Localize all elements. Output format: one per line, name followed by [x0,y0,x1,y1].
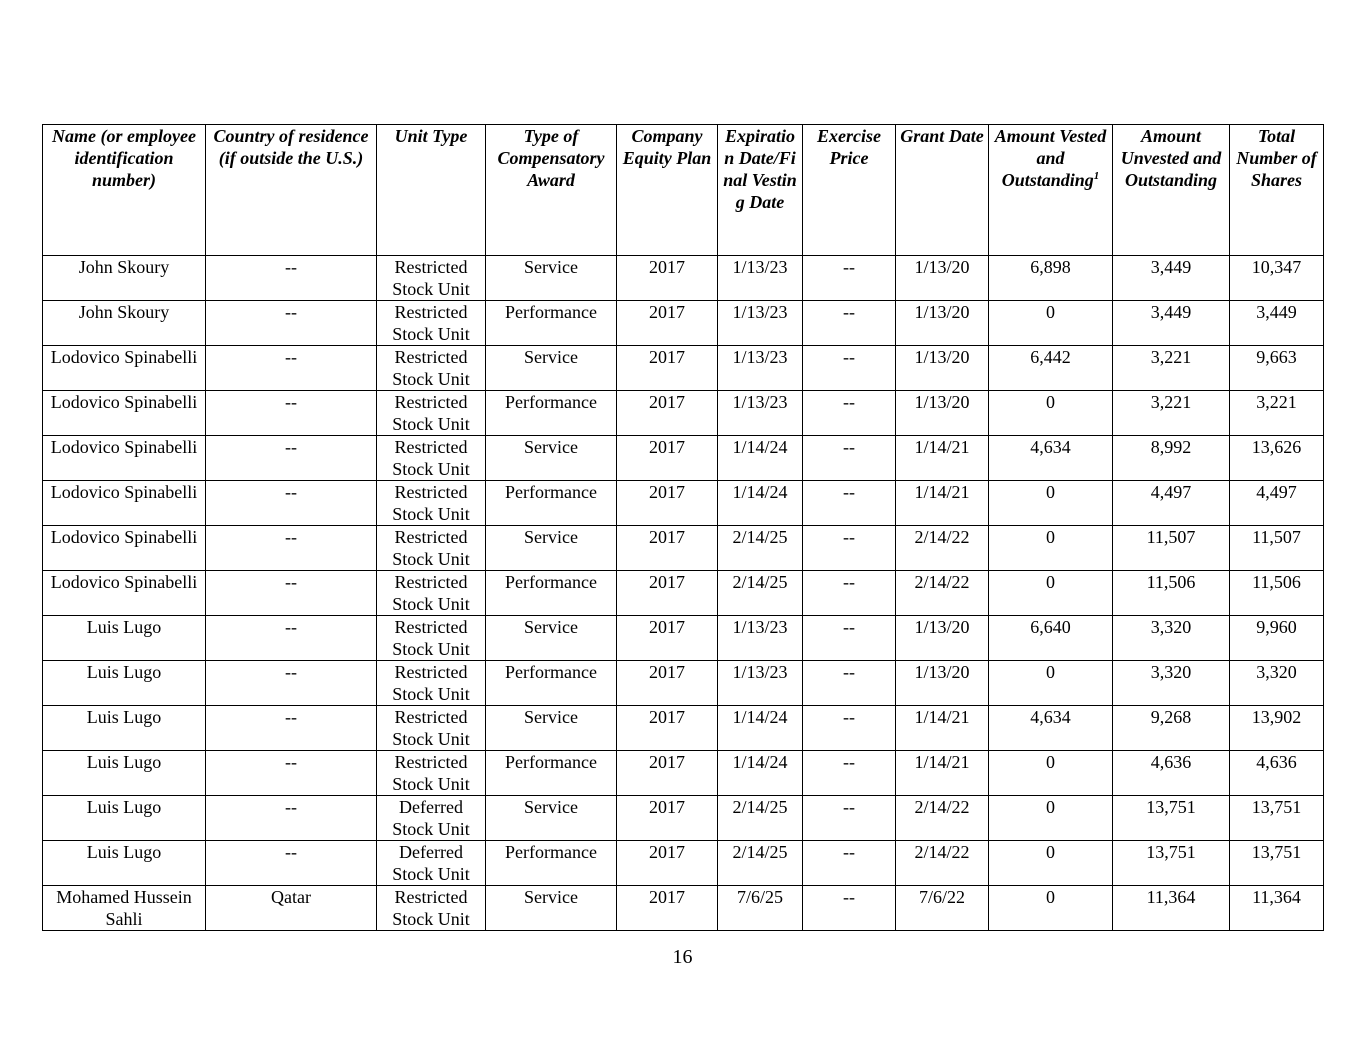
cell-expiration: 1/13/23 [718,661,803,706]
cell-unit-type: Restricted Stock Unit [377,751,486,796]
table-row [43,841,1324,886]
table-row [43,481,1324,526]
cell-exercise-price: -- [803,886,896,931]
cell-plan: 2017 [617,391,718,436]
cell-award-type: Service [486,346,617,391]
cell-unit-type: Restricted Stock Unit [377,436,486,481]
cell-unvested: 8,992 [1113,436,1230,481]
cell-expiration: 1/13/23 [718,391,803,436]
cell-award-type: Service [486,616,617,661]
cell-expiration: 1/13/23 [718,256,803,301]
header-award-type: Type of Compensatory Award [486,125,617,256]
cell-unvested: 9,268 [1113,706,1230,751]
cell-grant-date: 1/13/20 [896,301,989,346]
cell-exercise-price: -- [803,751,896,796]
cell-expiration: 1/13/23 [718,616,803,661]
cell-expiration: 1/14/24 [718,436,803,481]
cell-expiration: 2/14/25 [718,526,803,571]
cell-unit-type: Restricted Stock Unit [377,256,486,301]
cell-expiration: 1/14/24 [718,481,803,526]
cell-award-type: Service [486,256,617,301]
cell-award-type: Service [486,886,617,931]
cell-plan: 2017 [617,256,718,301]
cell-grant-date: 1/13/20 [896,256,989,301]
cell-vested: 6,442 [989,346,1113,391]
cell-exercise-price: -- [803,391,896,436]
cell-total: 13,751 [1230,796,1324,841]
cell-unvested: 3,320 [1113,661,1230,706]
cell-country: Qatar [206,886,377,931]
cell-plan: 2017 [617,886,718,931]
cell-exercise-price: -- [803,706,896,751]
cell-grant-date: 1/14/21 [896,481,989,526]
cell-name: Luis Lugo [43,841,206,886]
cell-vested: 0 [989,526,1113,571]
header-vested-label: Amount Vested and Outstanding [994,126,1107,190]
cell-grant-date: 1/14/21 [896,706,989,751]
cell-total: 11,506 [1230,571,1324,616]
table-row [43,526,1324,571]
cell-country: -- [206,391,377,436]
cell-plan: 2017 [617,706,718,751]
cell-unit-type: Restricted Stock Unit [377,886,486,931]
cell-expiration: 2/14/25 [718,571,803,616]
cell-unvested: 11,364 [1113,886,1230,931]
table-row [43,706,1324,751]
cell-unit-type: Restricted Stock Unit [377,661,486,706]
cell-country: -- [206,526,377,571]
cell-country: -- [206,301,377,346]
header-total: Total Number of Shares [1230,125,1324,256]
cell-vested: 0 [989,796,1113,841]
cell-award-type: Performance [486,391,617,436]
cell-exercise-price: -- [803,796,896,841]
cell-vested: 6,898 [989,256,1113,301]
cell-award-type: Performance [486,841,617,886]
cell-plan: 2017 [617,301,718,346]
cell-country: -- [206,571,377,616]
table-row [43,256,1324,301]
cell-award-type: Service [486,436,617,481]
cell-plan: 2017 [617,481,718,526]
cell-vested: 0 [989,661,1113,706]
table-row [43,886,1324,931]
cell-expiration: 2/14/25 [718,841,803,886]
cell-vested: 4,634 [989,436,1113,481]
cell-unit-type: Restricted Stock Unit [377,391,486,436]
cell-vested: 0 [989,391,1113,436]
header-row [43,125,1324,256]
header-vested [989,125,1113,256]
cell-grant-date: 2/14/22 [896,571,989,616]
cell-award-type: Performance [486,301,617,346]
cell-grant-date: 1/14/21 [896,751,989,796]
cell-name: Luis Lugo [43,706,206,751]
cell-name: Lodovico Spinabelli [43,526,206,571]
cell-plan: 2017 [617,436,718,481]
cell-exercise-price: -- [803,256,896,301]
cell-exercise-price: -- [803,526,896,571]
cell-unvested: 11,506 [1113,571,1230,616]
cell-award-type: Performance [486,661,617,706]
header-plan: Company Equity Plan [617,125,718,256]
header-country: Country of residence (if outside the U.S.) [206,125,377,256]
header-name: Name (or employee identification number) [43,125,206,256]
cell-exercise-price: -- [803,301,896,346]
cell-unit-type: Restricted Stock Unit [377,706,486,751]
cell-total: 13,751 [1230,841,1324,886]
header-unit-type: Unit Type [377,125,486,256]
cell-name: Mohamed Hussein Sahli [43,886,206,931]
cell-expiration: 7/6/25 [718,886,803,931]
cell-grant-date: 1/13/20 [896,391,989,436]
cell-exercise-price: -- [803,841,896,886]
cell-vested: 0 [989,571,1113,616]
cell-vested: 0 [989,301,1113,346]
cell-unvested: 11,507 [1113,526,1230,571]
cell-country: -- [206,751,377,796]
cell-total: 9,663 [1230,346,1324,391]
cell-unvested: 4,636 [1113,751,1230,796]
cell-name: Lodovico Spinabelli [43,571,206,616]
cell-name: Lodovico Spinabelli [43,346,206,391]
cell-expiration: 1/14/24 [718,706,803,751]
cell-unvested: 3,449 [1113,301,1230,346]
table-row [43,346,1324,391]
table-row [43,301,1324,346]
cell-unit-type: Deferred Stock Unit [377,796,486,841]
cell-unvested: 3,449 [1113,256,1230,301]
cell-unvested: 13,751 [1113,796,1230,841]
cell-unvested: 3,221 [1113,346,1230,391]
cell-plan: 2017 [617,526,718,571]
cell-unit-type: Restricted Stock Unit [377,481,486,526]
cell-award-type: Performance [486,481,617,526]
cell-name: Lodovico Spinabelli [43,481,206,526]
cell-grant-date: 2/14/22 [896,526,989,571]
cell-vested: 0 [989,481,1113,526]
cell-country: -- [206,706,377,751]
cell-unit-type: Restricted Stock Unit [377,526,486,571]
cell-grant-date: 1/14/21 [896,436,989,481]
cell-expiration: 2/14/25 [718,796,803,841]
cell-unvested: 3,320 [1113,616,1230,661]
cell-grant-date: 2/14/22 [896,796,989,841]
cell-exercise-price: -- [803,661,896,706]
table-row [43,796,1324,841]
cell-plan: 2017 [617,841,718,886]
cell-unit-type: Restricted Stock Unit [377,571,486,616]
cell-grant-date: 2/14/22 [896,841,989,886]
cell-total: 13,902 [1230,706,1324,751]
cell-name: Luis Lugo [43,616,206,661]
cell-total: 3,221 [1230,391,1324,436]
cell-exercise-price: -- [803,616,896,661]
cell-total: 11,364 [1230,886,1324,931]
table-row [43,391,1324,436]
cell-plan: 2017 [617,571,718,616]
cell-unit-type: Deferred Stock Unit [377,841,486,886]
cell-unvested: 3,221 [1113,391,1230,436]
cell-exercise-price: -- [803,436,896,481]
header-exercise-price: Exercise Price [803,125,896,256]
table-body [43,256,1324,931]
cell-name: Luis Lugo [43,796,206,841]
cell-name: Luis Lugo [43,661,206,706]
cell-vested: 0 [989,886,1113,931]
cell-award-type: Service [486,706,617,751]
cell-vested: 0 [989,841,1113,886]
cell-country: -- [206,481,377,526]
cell-total: 13,626 [1230,436,1324,481]
cell-plan: 2017 [617,346,718,391]
cell-award-type: Performance [486,571,617,616]
cell-plan: 2017 [617,661,718,706]
cell-grant-date: 7/6/22 [896,886,989,931]
cell-country: -- [206,256,377,301]
cell-expiration: 1/13/23 [718,301,803,346]
header-expiration: Expiration Date/Final Vesting Date [718,125,803,256]
table-row [43,751,1324,796]
cell-grant-date: 1/13/20 [896,661,989,706]
cell-name: John Skoury [43,301,206,346]
cell-plan: 2017 [617,796,718,841]
cell-total: 10,347 [1230,256,1324,301]
page-number: 16 [672,946,693,968]
header-grant-date: Grant Date [896,125,989,256]
cell-country: -- [206,616,377,661]
cell-expiration: 1/13/23 [718,346,803,391]
cell-country: -- [206,346,377,391]
cell-unvested: 13,751 [1113,841,1230,886]
cell-unit-type: Restricted Stock Unit [377,616,486,661]
cell-total: 4,497 [1230,481,1324,526]
cell-country: -- [206,796,377,841]
cell-grant-date: 1/13/20 [896,346,989,391]
footnote-marker: 1 [1093,170,1100,182]
cell-name: Lodovico Spinabelli [43,391,206,436]
cell-vested: 0 [989,751,1113,796]
cell-unit-type: Restricted Stock Unit [377,346,486,391]
cell-country: -- [206,841,377,886]
cell-plan: 2017 [617,616,718,661]
cell-vested: 6,640 [989,616,1113,661]
cell-total: 3,449 [1230,301,1324,346]
table-row [43,616,1324,661]
cell-grant-date: 1/13/20 [896,616,989,661]
table-row [43,571,1324,616]
cell-exercise-price: -- [803,481,896,526]
cell-award-type: Service [486,796,617,841]
cell-name: John Skoury [43,256,206,301]
cell-name: Luis Lugo [43,751,206,796]
cell-award-type: Performance [486,751,617,796]
table-row [43,436,1324,481]
cell-plan: 2017 [617,751,718,796]
cell-unit-type: Restricted Stock Unit [377,301,486,346]
cell-name: Lodovico Spinabelli [43,436,206,481]
cell-award-type: Service [486,526,617,571]
cell-total: 4,636 [1230,751,1324,796]
cell-exercise-price: -- [803,346,896,391]
cell-vested: 4,634 [989,706,1113,751]
header-unvested: Amount Unvested and Outstanding [1113,125,1230,256]
cell-exercise-price: -- [803,571,896,616]
table-row [43,661,1324,706]
cell-unvested: 4,497 [1113,481,1230,526]
equity-awards-table [42,124,1324,931]
cell-country: -- [206,661,377,706]
cell-country: -- [206,436,377,481]
cell-total: 9,960 [1230,616,1324,661]
cell-total: 3,320 [1230,661,1324,706]
cell-total: 11,507 [1230,526,1324,571]
cell-expiration: 1/14/24 [718,751,803,796]
